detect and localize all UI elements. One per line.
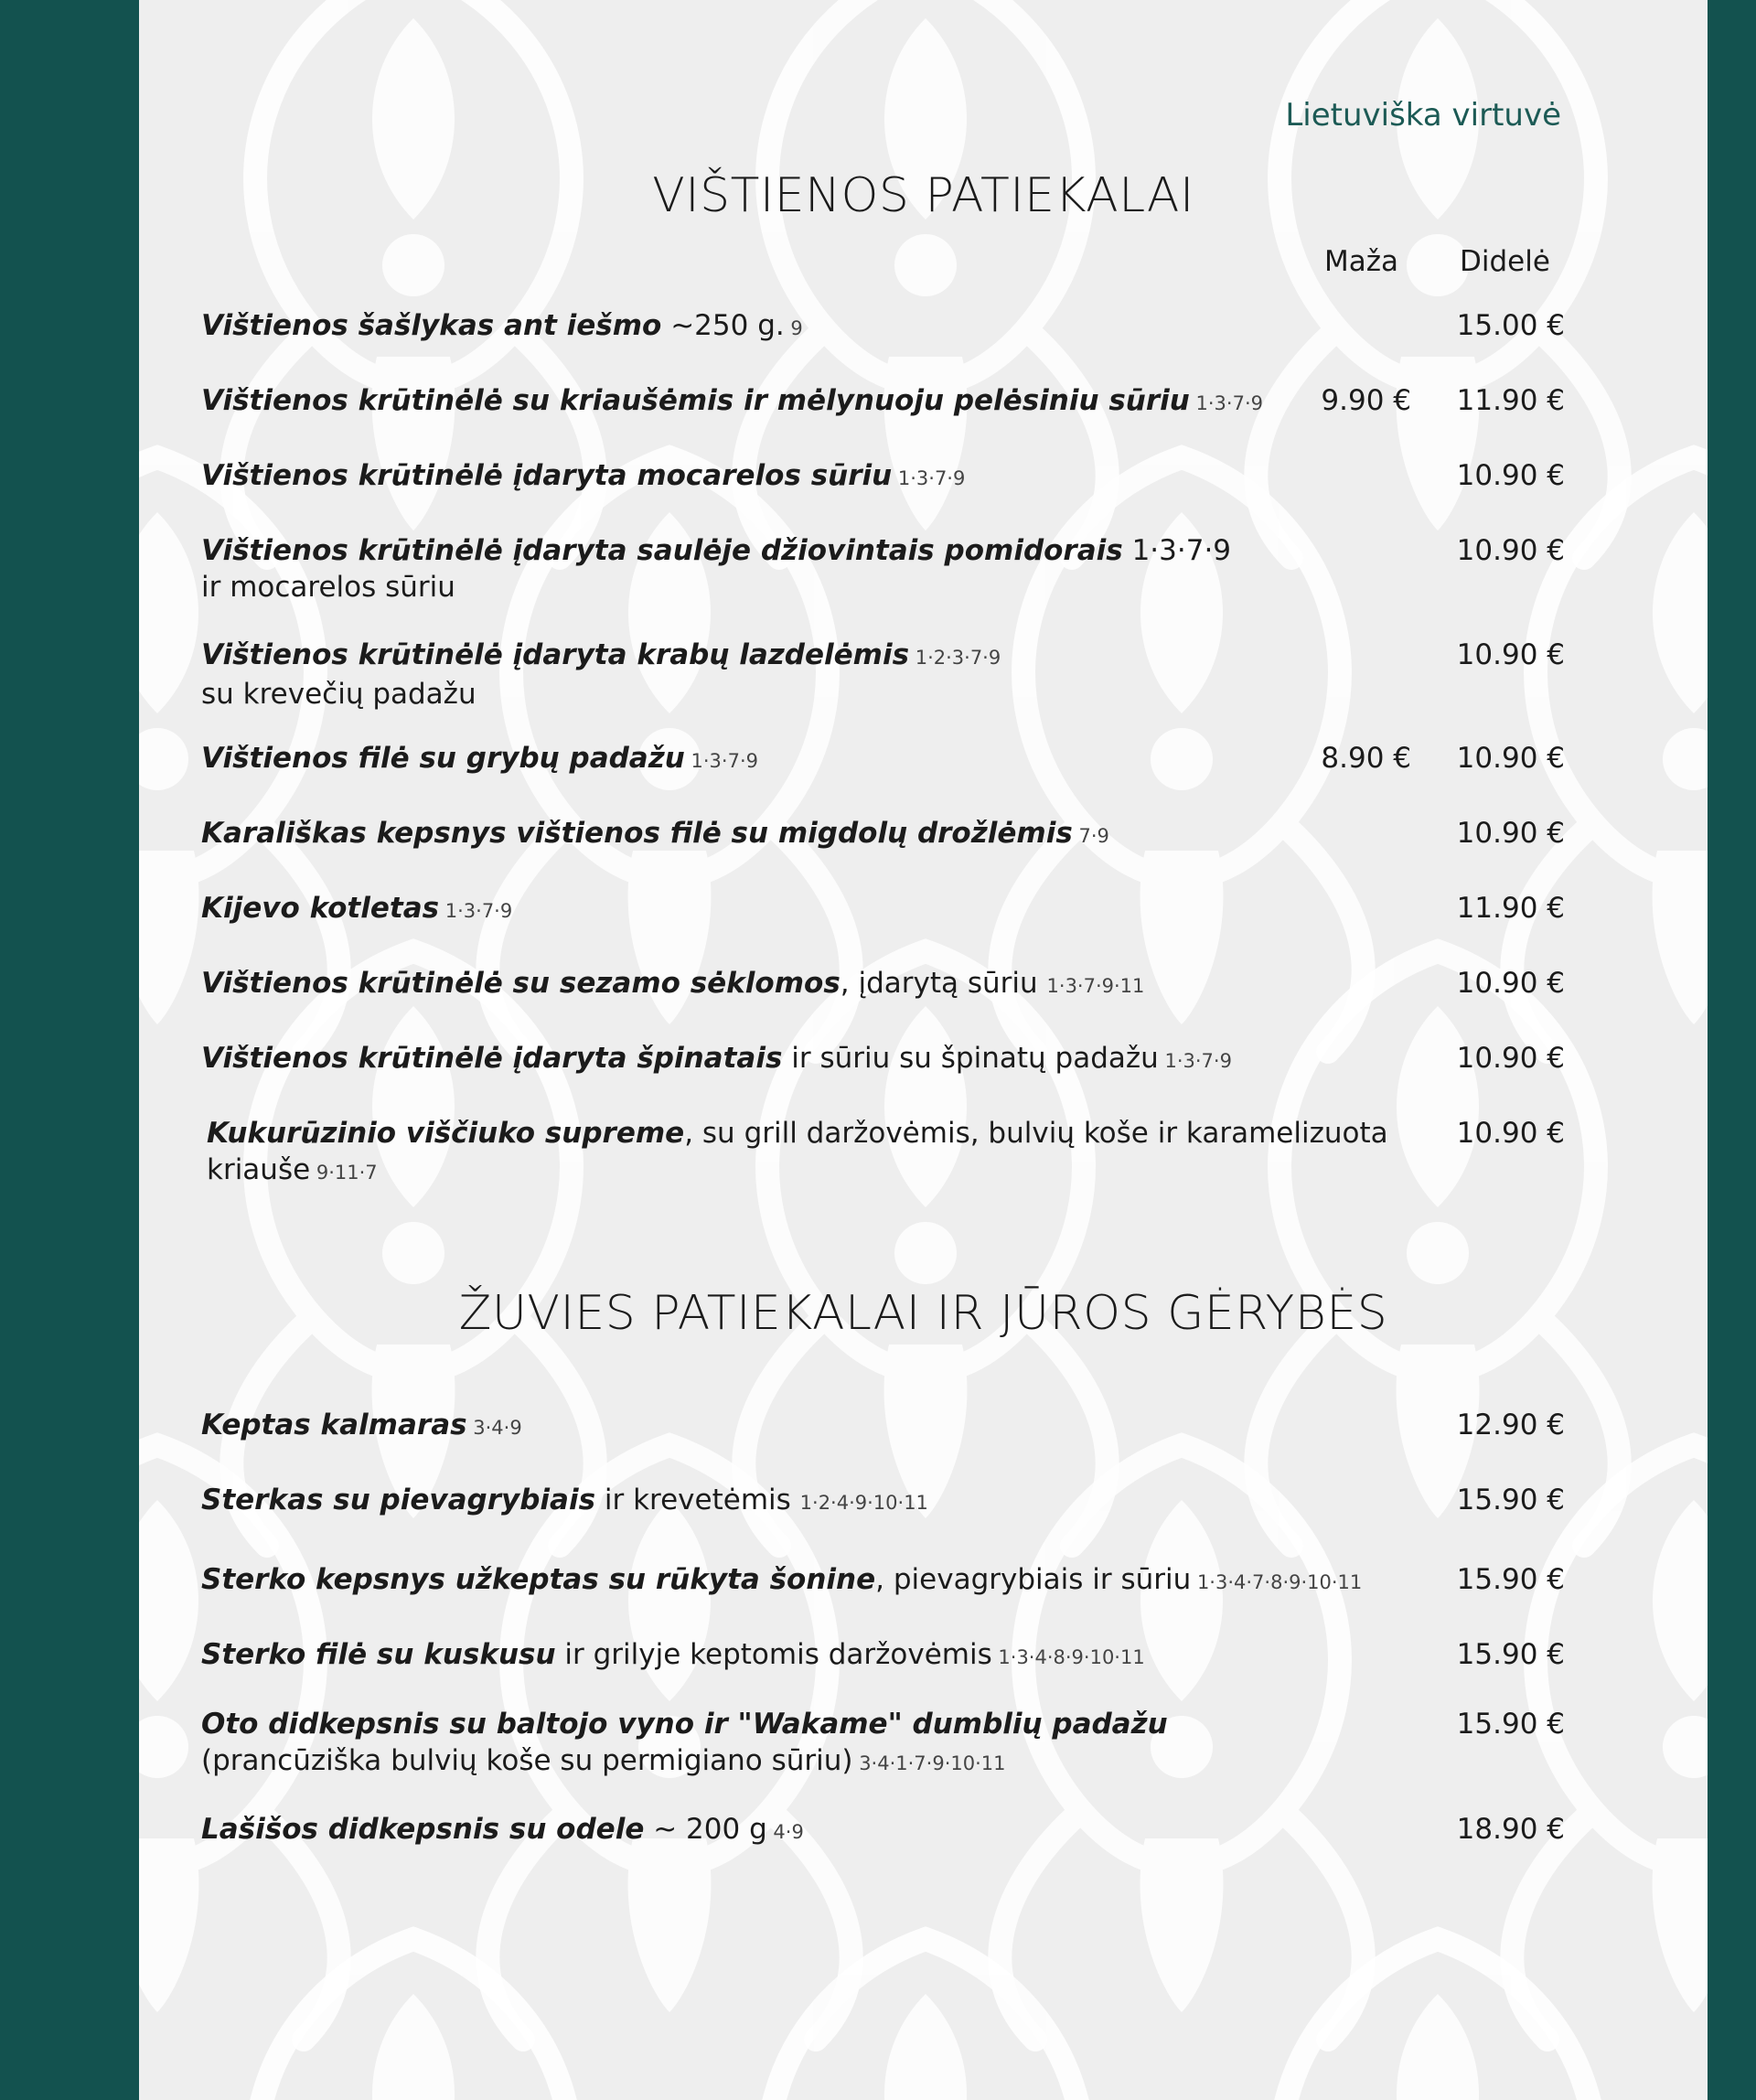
item-line-2 <box>201 569 1231 605</box>
price-large: 15.90 € <box>1456 1708 1565 1741</box>
price-large: 15.00 € <box>1456 309 1565 342</box>
item-allergens: 1·2·3·7·9 <box>909 647 1001 669</box>
item-allergens: 1·3·7·9 <box>1158 1050 1232 1072</box>
item-line-2 <box>207 1152 1388 1191</box>
item-name: Lašišos didkepsnis su odele <box>201 1813 645 1846</box>
column-header-small: Maža <box>1324 245 1399 278</box>
item-allergens: 4·9 <box>766 1821 804 1843</box>
section-title-chicken: VIŠTIENOS PATIEKALAI <box>652 168 1194 223</box>
item-name: Sterko kepsnys užkeptas su rūkyta šonine <box>201 1563 876 1596</box>
item-line-1 <box>201 382 1263 422</box>
price-large: 10.90 € <box>1456 817 1565 850</box>
item-line-1 <box>201 815 1109 854</box>
item-allergens: 1·3·7·9 <box>1189 392 1263 414</box>
item-allergens: 3·4·9 <box>466 1417 522 1439</box>
price-large: 15.90 € <box>1456 1484 1565 1516</box>
item-line-1 <box>201 890 512 929</box>
item-line-1 <box>201 1636 1145 1676</box>
item-line-1 <box>201 740 758 779</box>
item-allergens: 9 <box>784 317 803 339</box>
chicken-menu-item <box>201 637 1001 712</box>
price-large: 10.90 € <box>1456 1042 1565 1075</box>
item-description: ~ 200 g <box>644 1813 767 1846</box>
chicken-menu-item <box>201 740 758 779</box>
item-description: , su grill daržovėmis, bulvių koše ir karamelizuota <box>684 1117 1388 1150</box>
item-name: Vištienos krūtinėlė su sezamo sėklomos <box>201 967 841 1000</box>
item-name: Karališkas kepsnys vištienos filė su migdolų drožlėmis <box>201 817 1073 850</box>
price-large: 10.90 € <box>1456 638 1565 671</box>
price-large: 11.90 € <box>1456 892 1565 925</box>
item-description: ir krevetėmis <box>595 1484 800 1516</box>
item-description: 1·3·7·9 <box>1122 534 1232 567</box>
price-large: 10.90 € <box>1456 459 1565 492</box>
item-name: Vištienos krūtinėlė įdaryta špinatais <box>201 1042 783 1075</box>
item-line-1 <box>201 1561 1362 1601</box>
item-description: , įdarytą sūriu <box>840 967 1047 1000</box>
item-line-2 <box>201 1742 1168 1782</box>
chicken-menu-item <box>201 307 803 347</box>
fish-menu-item <box>201 1407 522 1446</box>
item-allergens: 9·11·7 <box>310 1162 378 1184</box>
menu-page <box>139 0 1708 2100</box>
item-name: Vištienos krūtinėlė su kriaušėmis ir mėlynuoju pelėsiniu sūriu <box>201 384 1190 417</box>
price-large: 15.90 € <box>1456 1638 1565 1671</box>
item-description: ir sūriu su špinatų padažu <box>782 1042 1159 1075</box>
item-description: ~250 g. <box>661 309 785 342</box>
price-large: 10.90 € <box>1456 534 1565 567</box>
item-line-2 <box>201 676 1001 712</box>
item-name: Vištienos krūtinėlė įdaryta krabų lazdelėmis <box>201 638 910 671</box>
chicken-menu-item <box>201 457 965 497</box>
item-line-1 <box>201 457 965 497</box>
item-line-1 <box>201 532 1231 569</box>
price-small: 8.90 € <box>1321 742 1411 775</box>
fish-menu-item <box>201 1811 804 1850</box>
item-name: Kijevo kotletas <box>201 892 440 925</box>
chicken-menu-item <box>201 815 1109 854</box>
price-small: 9.90 € <box>1321 384 1411 417</box>
item-line-1 <box>201 1706 1168 1742</box>
item-line-1 <box>201 307 803 347</box>
item-allergens: 1·3·7·9 <box>892 467 966 489</box>
fish-menu-item <box>201 1482 928 1521</box>
item-allergens: 1·3·4·7·8·9·10·11 <box>1191 1571 1363 1593</box>
item-line-1 <box>201 1811 804 1850</box>
item-description-continued: kriauše <box>207 1153 311 1186</box>
price-large: 15.90 € <box>1456 1563 1565 1596</box>
item-name: Oto didkepsnis su baltojo vyno ir "Wakame" dumblių padažu <box>201 1708 1168 1741</box>
price-large: 11.90 € <box>1456 384 1565 417</box>
fish-menu-item <box>201 1561 1362 1601</box>
item-line-1 <box>201 1482 928 1521</box>
item-allergens: 1·2·4·9·10·11 <box>799 1492 928 1514</box>
item-name: Vištienos krūtinėlė įdaryta mocarelos sūriu <box>201 459 893 492</box>
item-name: Vištienos šašlykas ant iešmo <box>201 309 662 342</box>
item-line-1 <box>201 1040 1232 1079</box>
price-large: 18.90 € <box>1456 1813 1565 1846</box>
item-allergens: 1·3·7·9 <box>439 900 513 922</box>
price-large: 10.90 € <box>1456 967 1565 1000</box>
item-allergens: 7·9 <box>1072 825 1109 847</box>
chicken-menu-item <box>201 532 1231 605</box>
item-name: Keptas kalmaras <box>201 1409 467 1441</box>
section-title-fish: ŽUVIES PATIEKALAI IR JŪROS GĖRYBĖS <box>458 1286 1388 1341</box>
price-large: 12.90 € <box>1456 1409 1565 1441</box>
chicken-menu-item <box>201 890 512 929</box>
item-name: Vištienos filė su grybų padažu <box>201 742 685 775</box>
item-allergens: 1·3·7·9 <box>684 750 758 772</box>
item-description: ir grilyje keptomis daržovėmis <box>555 1638 992 1671</box>
item-allergens: 1·3·7·9·11 <box>1046 975 1145 997</box>
column-header-large: Didelė <box>1460 245 1550 278</box>
item-name: Sterkas su pievagrybiais <box>201 1484 596 1516</box>
item-line-1 <box>201 637 1001 676</box>
item-name: Vištienos krūtinėlė įdaryta saulėje džiovintais pomidorais <box>201 534 1123 567</box>
chicken-menu-item <box>201 965 1144 1004</box>
item-description-continued: ir mocarelos sūriu <box>201 571 455 604</box>
item-name: Kukurūzinio viščiuko supreme <box>207 1117 685 1150</box>
item-allergens: 3·4·1·7·9·10·11 <box>852 1752 1006 1774</box>
chicken-menu-item <box>201 382 1263 422</box>
item-line-1 <box>201 965 1144 1004</box>
item-name: Sterko filė su kuskusu <box>201 1638 556 1671</box>
chicken-menu-item <box>201 1040 1232 1079</box>
item-allergens: 1·3·4·8·9·10·11 <box>991 1646 1145 1668</box>
fish-menu-item <box>201 1636 1145 1676</box>
price-large: 10.90 € <box>1456 742 1565 775</box>
cuisine-label: Lietuviška virtuvė <box>1285 97 1561 134</box>
item-description-continued: (prancūziška bulvių koše su permigiano sūriu) <box>201 1744 853 1777</box>
price-large: 10.90 € <box>1456 1117 1565 1150</box>
item-description-continued: su krevečių padažu <box>201 678 476 711</box>
item-description: , pievagrybiais ir sūriu <box>875 1563 1192 1596</box>
chicken-menu-item <box>207 1115 1388 1191</box>
fish-menu-item <box>201 1706 1168 1782</box>
item-line-1 <box>201 1407 522 1446</box>
item-line-1 <box>207 1115 1388 1152</box>
